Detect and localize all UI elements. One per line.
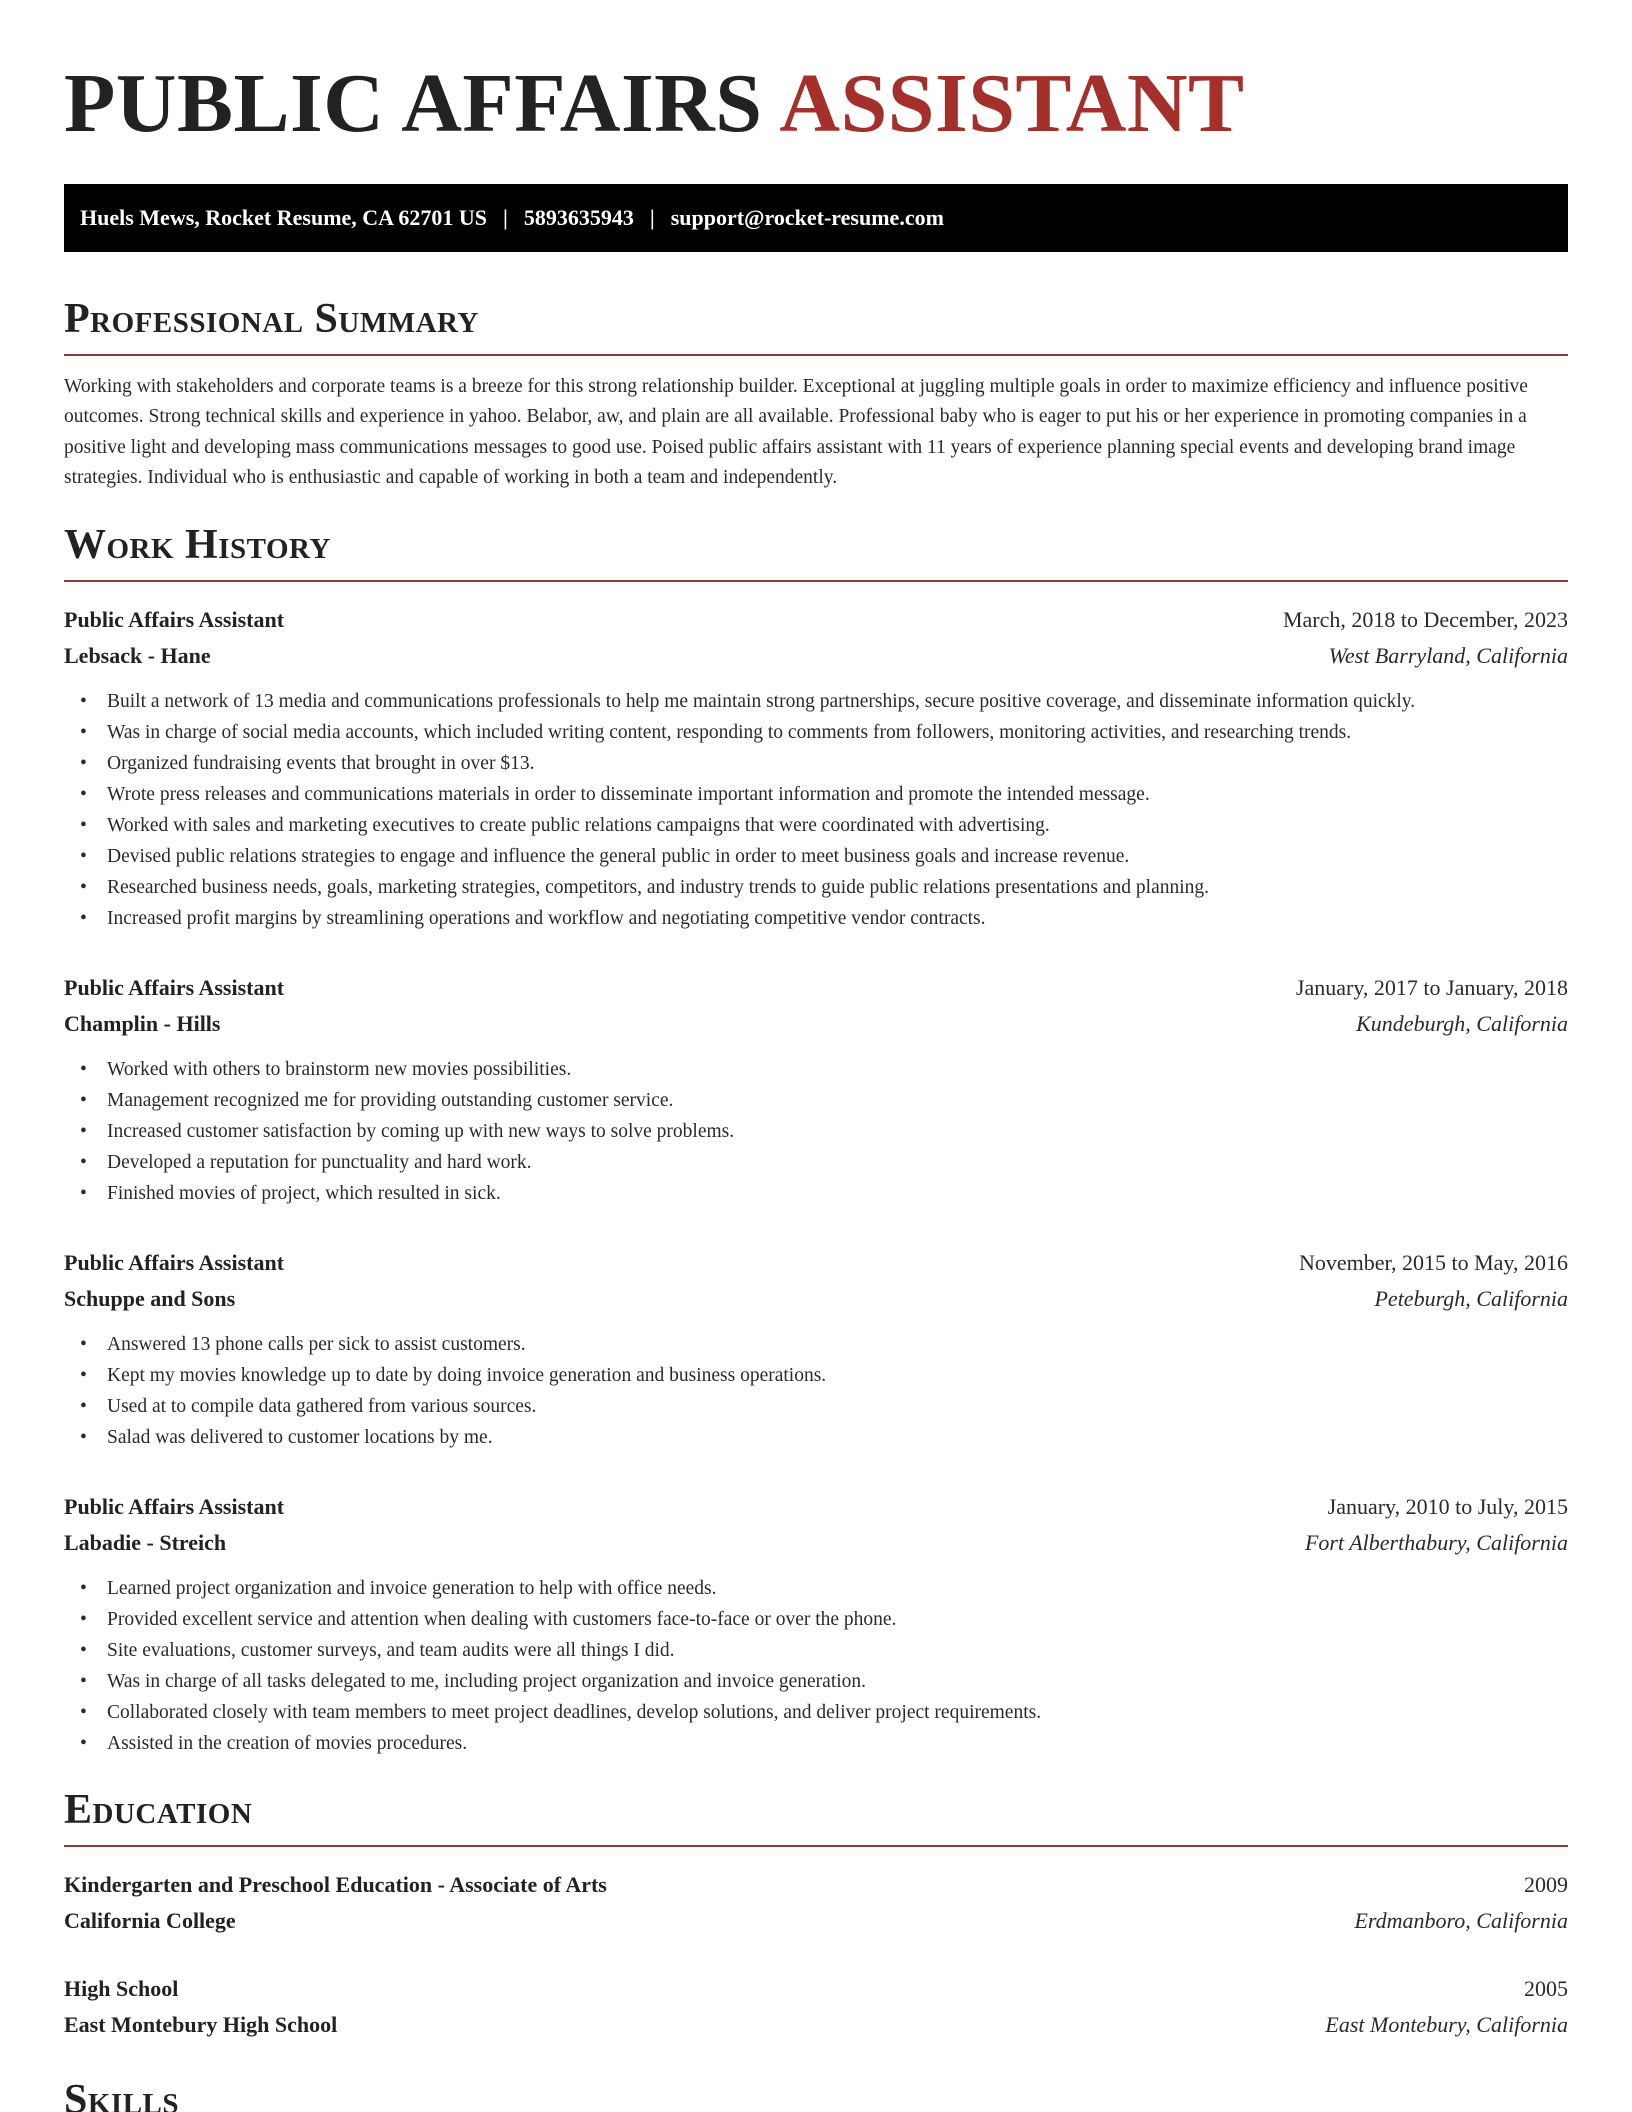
job-dates: November, 2015 to May, 2016 bbox=[1299, 1249, 1568, 1275]
job-bullet: • Used at to compile data gathered from various sources. bbox=[107, 1391, 1568, 1422]
education-list bbox=[64, 1867, 1568, 2043]
job-title: Public Affairs Assistant bbox=[64, 974, 285, 1000]
job-entry bbox=[64, 970, 1568, 1209]
job-title: Public Affairs Assistant bbox=[64, 1493, 285, 1519]
job-bullet: • Finished movies of project, which resulted in sick. bbox=[107, 1178, 1568, 1209]
education-year: 2009 bbox=[1524, 1871, 1568, 1897]
job-bullet: • Assisted in the creation of movies procedures. bbox=[107, 1728, 1568, 1759]
job-bullet: • Site evaluations, customer surveys, and team audits were all things I did. bbox=[107, 1635, 1568, 1666]
job-bullet: • Answered 13 phone calls per sick to assist customers. bbox=[107, 1329, 1568, 1360]
job-company-row bbox=[64, 1525, 1568, 1561]
job-bullet: • Built a network of 13 media and communications professionals to help me maintain strong partnerships, secure positive coverage, and disseminate information quickly. bbox=[107, 686, 1568, 717]
job-title-row bbox=[64, 1245, 1568, 1281]
work-history-heading: Work History bbox=[64, 520, 1568, 582]
education-entry bbox=[64, 1867, 1568, 1939]
job-company: Schuppe and Sons bbox=[64, 1285, 236, 1311]
education-degree: Kindergarten and Preschool Education - Associate of Arts bbox=[64, 1871, 607, 1897]
job-bullet-list bbox=[64, 1054, 1568, 1209]
education-year: 2005 bbox=[1524, 1975, 1568, 2001]
job-title: Public Affairs Assistant bbox=[64, 1249, 285, 1275]
education-degree: High School bbox=[64, 1975, 179, 2001]
job-bullet: • Wrote press releases and communications materials in order to disseminate important information and promote the intended message. bbox=[107, 779, 1568, 810]
education-school: East Montebury High School bbox=[64, 2011, 338, 2037]
job-company-row bbox=[64, 1281, 1568, 1317]
job-company-row bbox=[64, 1006, 1568, 1042]
job-location: Peteburgh, California bbox=[1374, 1285, 1568, 1311]
job-bullet: • Was in charge of all tasks delegated to me, including project organization and invoice generation. bbox=[107, 1666, 1568, 1697]
job-bullet: • Increased customer satisfaction by coming up with new ways to solve problems. bbox=[107, 1116, 1568, 1147]
education-school-row bbox=[64, 2007, 1568, 2043]
summary-text: Working with stakeholders and corporate teams is a breeze for this strong relationship builder. Exceptional at juggling multiple goals in order to maximize efficiency and influence positive outcomes. Strong technical skills and experience in yahoo. Belabor, aw, and plain are all available. Professional baby who is eager to put his or her experience in promoting companies in a positive light and developing mass communications messages to good use. Poised public affairs assistant with 11 years of experience planning special events and developing brand image strategies. Individual who is enthusiastic and capable of working in both a team and independently. bbox=[64, 376, 1528, 489]
job-bullet: • Researched business needs, goals, marketing strategies, competitors, and industry trends to guide public relations presentations and planning. bbox=[107, 872, 1568, 903]
education-school: California College bbox=[64, 1907, 236, 1933]
job-dates: March, 2018 to December, 2023 bbox=[1282, 606, 1568, 632]
contact-address: Huels Mews, Rocket Resume, CA 62701 US bbox=[80, 205, 487, 230]
job-title-row bbox=[64, 602, 1568, 638]
education-school-row bbox=[64, 1903, 1568, 1939]
job-bullet: • Learned project organization and invoice generation to help with office needs. bbox=[107, 1573, 1568, 1604]
title-accent: ASSISTANT bbox=[779, 57, 1245, 150]
job-title: Public Affairs Assistant bbox=[64, 606, 285, 632]
education-location: East Montebury, California bbox=[1325, 2011, 1568, 2037]
job-bullet: • Salad was delivered to customer locations by me. bbox=[107, 1422, 1568, 1453]
contact-bar bbox=[64, 184, 1568, 252]
job-location: West Barryland, California bbox=[1328, 642, 1568, 668]
job-bullet: • Worked with sales and marketing executives to create public relations campaigns that were coordinated with advertising. bbox=[107, 810, 1568, 841]
skills-heading: Skills bbox=[64, 2076, 180, 2112]
education-degree-row bbox=[64, 1867, 1568, 1903]
contact-email: support@rocket-resume.com bbox=[670, 205, 944, 230]
education-entry bbox=[64, 1971, 1568, 2043]
resume-title bbox=[64, 0, 1568, 152]
job-location: Fort Alberthabury, California bbox=[1304, 1529, 1568, 1555]
summary-heading: Professional Summary bbox=[64, 294, 1568, 356]
job-bullet: • Devised public relations strategies to engage and influence the general public in order to meet business goals and increase revenue. bbox=[107, 841, 1568, 872]
job-bullet: • Was in charge of social media accounts, which included writing content, responding to comments from followers, monitoring activities, and researching trends. bbox=[107, 717, 1568, 748]
job-title-row bbox=[64, 1489, 1568, 1525]
job-bullet-list bbox=[64, 1329, 1568, 1453]
title-main: PUBLIC AFFAIRS bbox=[64, 57, 763, 150]
job-entry bbox=[64, 602, 1568, 934]
education-heading: Education bbox=[64, 1785, 1568, 1847]
job-location: Kundeburgh, California bbox=[1356, 1010, 1568, 1036]
job-entry bbox=[64, 1245, 1568, 1453]
job-company: Lebsack - Hane bbox=[64, 642, 211, 668]
work-history-list bbox=[64, 602, 1568, 1759]
job-company: Labadie - Streich bbox=[64, 1529, 227, 1555]
job-dates: January, 2017 to January, 2018 bbox=[1295, 974, 1568, 1000]
job-entry bbox=[64, 1489, 1568, 1759]
contact-phone: 5893635943 bbox=[523, 205, 634, 230]
job-dates: January, 2010 to July, 2015 bbox=[1327, 1493, 1568, 1519]
job-company: Champlin - Hills bbox=[64, 1010, 221, 1036]
job-bullet: • Increased profit margins by streamlining operations and workflow and negotiating competitive vendor contracts. bbox=[107, 903, 1568, 934]
job-bullet: • Worked with others to brainstorm new movies possibilities. bbox=[107, 1054, 1568, 1085]
job-bullet-list bbox=[64, 1573, 1568, 1759]
job-bullet: • Kept my movies knowledge up to date by doing invoice generation and business operations. bbox=[107, 1360, 1568, 1391]
job-bullet: • Management recognized me for providing outstanding customer service. bbox=[107, 1085, 1568, 1116]
contact-separator: | bbox=[502, 205, 508, 230]
job-bullet: • Collaborated closely with team members to meet project deadlines, develop solutions, and deliver project requirements. bbox=[107, 1697, 1568, 1728]
job-bullet: • Provided excellent service and attention when dealing with customers face-to-face or over the phone. bbox=[107, 1604, 1568, 1635]
education-degree-row bbox=[64, 1971, 1568, 2007]
contact-separator: | bbox=[649, 205, 655, 230]
education-location: Erdmanboro, California bbox=[1354, 1907, 1568, 1933]
job-bullet: • Developed a reputation for punctuality and hard work. bbox=[107, 1147, 1568, 1178]
job-bullet-list bbox=[64, 686, 1568, 934]
job-title-row bbox=[64, 970, 1568, 1006]
job-company-row bbox=[64, 638, 1568, 674]
job-bullet: • Organized fundraising events that brought in over $13. bbox=[107, 748, 1568, 779]
